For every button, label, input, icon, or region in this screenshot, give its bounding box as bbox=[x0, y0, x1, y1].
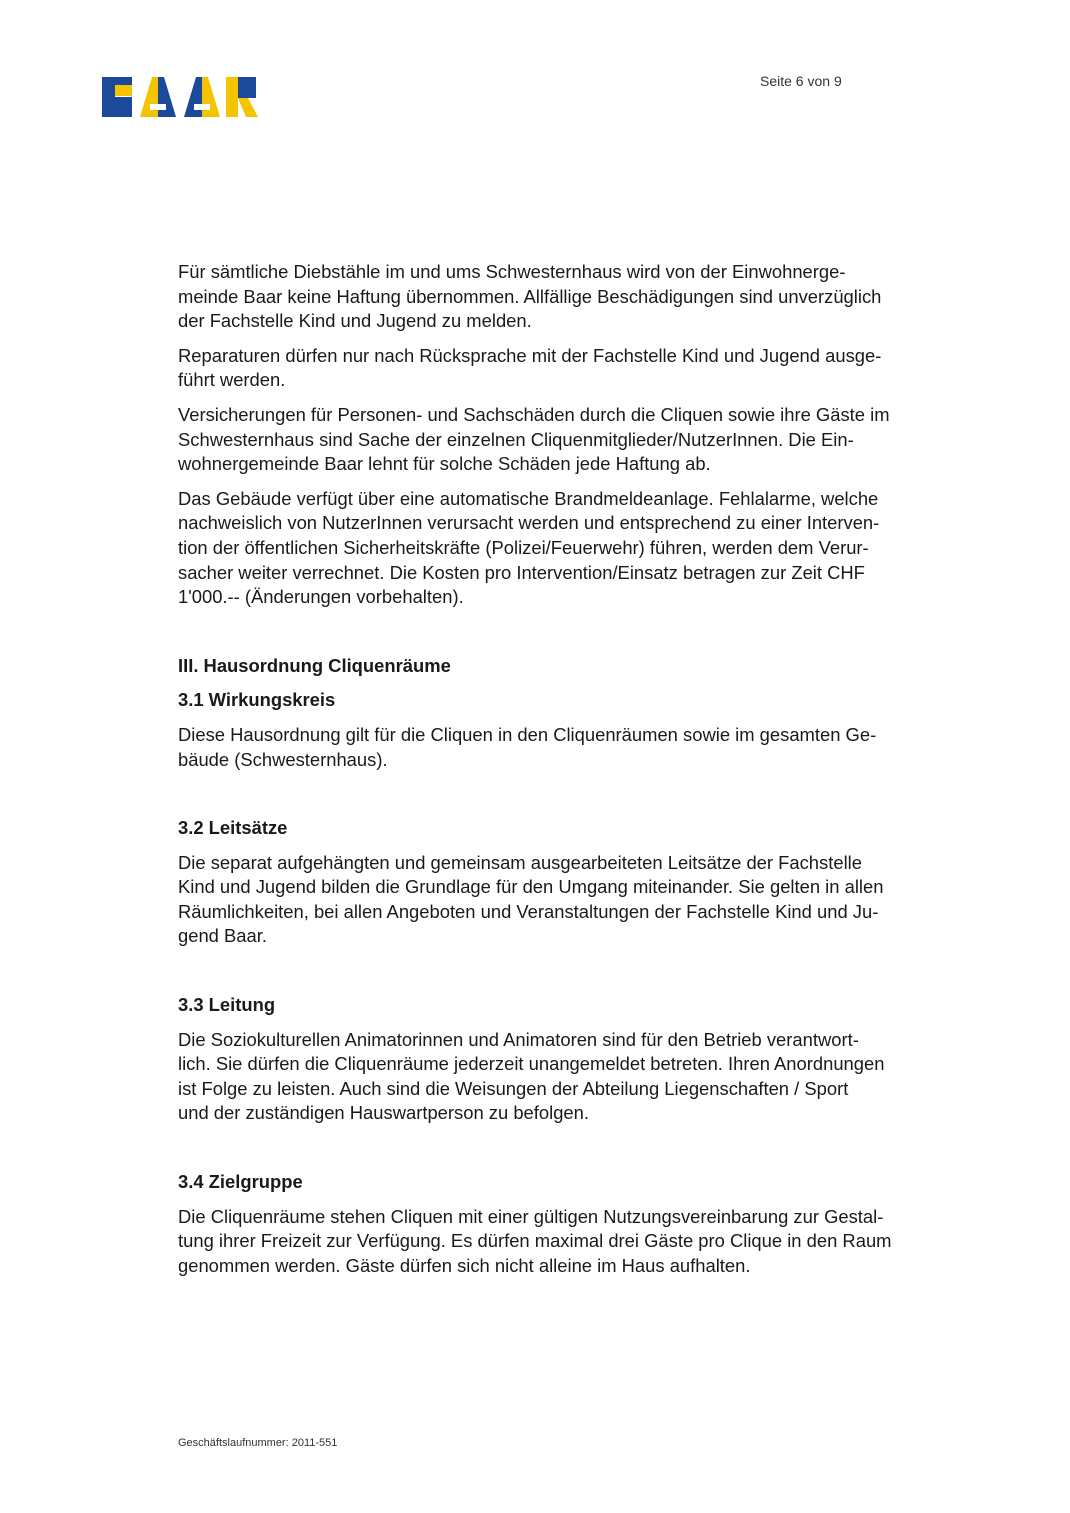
footer-reference-number: Geschäftslaufnummer: 2011-551 bbox=[178, 1437, 338, 1449]
subsection-heading-management: 3.3 Leitung bbox=[178, 994, 276, 1016]
paragraph-insurance: Versicherungen für Personen- und Sachschäden durch die Cliquen sowie ihre Gäste im Schwesternhaus sind Sache der einzelnen Cliquenmitglieder/NutzerInnen. Die Ein- wohnergemeinde Baar lehnt für solche Schäden jede Haftung ab. bbox=[178, 403, 890, 475]
subsection-text-scope: Diese Hausordnung gilt für die Cliquen in den Cliquenräumen sowie im gesamten Ge- bäude (Schwesternhaus). bbox=[178, 723, 877, 770]
subsection-heading-target-group: 3.4 Zielgruppe bbox=[178, 1171, 303, 1193]
subsection-text-principles: Die separat aufgehängten und gemeinsam ausgearbeiteten Leitsätze der Fachstelle Kind und Jugend bilden die Grundlage für den Umgang miteinander. Sie gelten in allen Räumlichkeiten, bei allen Angeboten und Veranstaltungen der Fachstelle Kind und Ju- gend Baar. bbox=[178, 851, 884, 947]
paragraph-fire-alarm: Das Gebäude verfügt über eine automatische Brandmeldeanlage. Fehlalarme, welche nachweislich von NutzerInnen verursacht werden und entsprechend zu einer Interven- tion der öffentlichen Sicherheitskräfte (Polizei/Feuerwehr) führen, werden dem Verur- sacher weiter verrechnet. Die Kosten pro Intervention/Einsatz betragen zur Zeit CHF 1'000.-- (Änderungen vorbehalten). bbox=[178, 487, 880, 608]
baar-logo bbox=[100, 76, 260, 118]
baar-logo-graphic bbox=[100, 76, 260, 118]
subsection-text-management: Die Soziokulturellen Animatorinnen und Animatoren sind für den Betrieb verantwort- lich. Sie dürfen die Cliquenräume jederzeit unangemeldet betreten. Ihren Anordnungen ist Folge zu leisten. Auch sind die Weisungen der Abteilung Liegenschaften / Sport und der zuständigen Hauswartperson zu befolgen. bbox=[178, 1028, 885, 1124]
paragraph-theft-liability: Für sämtliche Diebstähle im und ums Schwesternhaus wird von der Einwohnerge- meinde Baar keine Haftung übernommen. Allfällige Beschädigungen sind unverzüglich der Fachstelle Kind und Jugend zu melden. bbox=[178, 261, 882, 332]
subsection-text-target-group: Die Cliquenräume stehen Cliquen mit einer gültigen Nutzungsvereinbarung zur Gestal- tung ihrer Freizeit zur Verfügung. Es dürfen maximal drei Gäste pro Clique in den Raum genommen werden. Gäste dürfen sich nicht alleine im Haus aufhalten. bbox=[178, 1205, 892, 1276]
section-title: III. Hausordnung Cliquenräume bbox=[178, 654, 451, 676]
paragraph-repairs: Reparaturen dürfen nur nach Rücksprache mit der Fachstelle Kind und Jugend ausge- führt werden. bbox=[178, 344, 882, 391]
subsection-heading-scope: 3.1 Wirkungskreis bbox=[178, 689, 336, 711]
page-number: Seite 6 von 9 bbox=[760, 73, 842, 89]
document-body bbox=[178, 260, 946, 1288]
subsection-heading-principles: 3.2 Leitsätze bbox=[178, 817, 288, 839]
